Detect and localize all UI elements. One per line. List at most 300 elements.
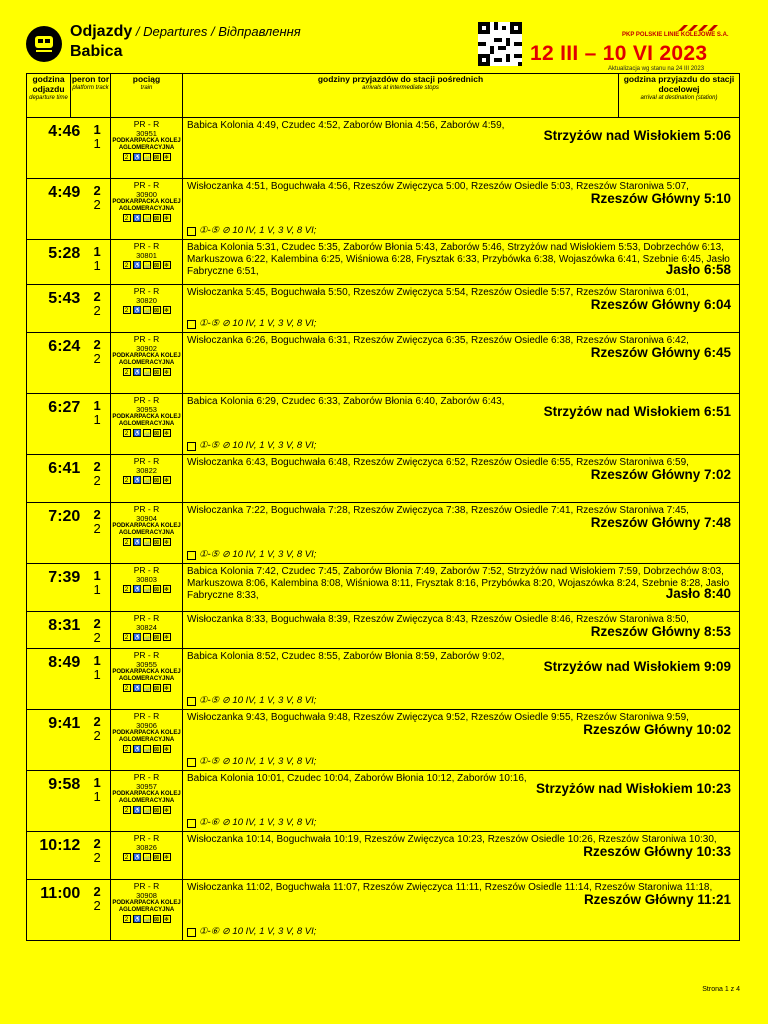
intermediate-stops: Wisłoczanka 6:26, Boguchwała 6:31, Rzeszów Zwięczyca 6:35, Rzeszów Osiedle 6:38, Rzeszów Staroniwa 6:42, bbox=[187, 335, 689, 346]
table-row bbox=[27, 394, 739, 455]
second-class-icon: 2 bbox=[123, 476, 131, 484]
intermediate-stops: Babica Kolonia 5:31, Czudec 5:35, Zaborów Błonia 5:43, Zaborów 5:46, Strzyżów nad Wisłokiem 5:53, Dobrzechów 6:13, Markuszowa 6:22, Kalembina 6:25, Wiśniowa 6:28, Frysztak 6:33, Przybówka 6:38, Wojaszówka 6:41, Szebnie 6:45, Jasło Fabryczne 6:51, bbox=[187, 242, 730, 277]
departure-time: 5:43 bbox=[48, 290, 81, 307]
train-carrier: PODKARPACKA KOLEJ AGLOMERACYJNA bbox=[112, 138, 181, 151]
departure-time: 9:58 bbox=[48, 776, 81, 793]
bicycle-icon: 🚲 bbox=[143, 747, 151, 753]
train-category: PR - R bbox=[133, 395, 160, 405]
second-class-icon: 2 bbox=[123, 429, 131, 437]
track-number: 2 bbox=[93, 197, 101, 212]
timetable-header bbox=[0, 0, 768, 74]
service-icons bbox=[111, 633, 182, 641]
qr-code-icon bbox=[478, 22, 522, 66]
departure-cell bbox=[27, 118, 111, 178]
platform-track bbox=[84, 649, 110, 709]
luggage-icon: ⊠ bbox=[153, 747, 160, 753]
note-text: ①-⑤ ⊘ 10 IV, 1 V, 3 V, 8 VI; bbox=[199, 756, 317, 767]
departure-time: 8:31 bbox=[48, 617, 81, 634]
table-body bbox=[27, 118, 739, 940]
wheelchair-icon: ♿ bbox=[133, 587, 141, 593]
train-number: 30900 bbox=[136, 190, 157, 199]
train-carrier: PODKARPACKA KOLEJ AGLOMERACYJNA bbox=[112, 414, 181, 427]
destination: Rzeszów Główny 11:21 bbox=[583, 892, 731, 907]
second-class-icon: 2 bbox=[123, 585, 131, 593]
table-row bbox=[27, 240, 739, 285]
luggage-icon: ⊠ bbox=[153, 263, 160, 269]
train-category: PR - R bbox=[133, 772, 160, 782]
train-cell bbox=[111, 649, 183, 709]
departure-time: 11:00 bbox=[40, 885, 81, 902]
table-row bbox=[27, 564, 739, 612]
service-note bbox=[187, 695, 316, 707]
air-conditioning-icon: ❄ bbox=[163, 263, 170, 269]
service-icons bbox=[111, 476, 182, 484]
calendar-icon bbox=[187, 227, 196, 236]
track-number: 2 bbox=[93, 303, 101, 318]
note-text: ①-⑤ ⊘ 10 IV, 1 V, 3 V, 8 VI; bbox=[199, 225, 317, 236]
intermediate-stops: Wisłoczanka 4:51, Boguchwała 4:56, Rzeszów Zwięczyca 5:00, Rzeszów Osiedle 5:03, Rzeszów Staroniwa 5:07, bbox=[187, 181, 689, 192]
train-cell bbox=[111, 333, 183, 393]
platform-number: 1 bbox=[93, 775, 101, 790]
track-number: 2 bbox=[93, 351, 101, 366]
wheelchair-icon: ♿ bbox=[133, 808, 141, 814]
wheelchair-icon: ♿ bbox=[133, 263, 141, 269]
stops-cell bbox=[183, 503, 739, 563]
destination: Strzyżów nad Wisłokiem 6:51 bbox=[543, 404, 731, 419]
train-cell bbox=[111, 285, 183, 332]
air-conditioning-icon: ❄ bbox=[163, 540, 170, 546]
departure-time: 6:24 bbox=[48, 338, 81, 355]
platform-track bbox=[84, 179, 110, 239]
destination: Rzeszów Główny 7:48 bbox=[590, 515, 731, 530]
bicycle-icon: 🚲 bbox=[143, 587, 151, 593]
wheelchair-icon: ♿ bbox=[133, 635, 141, 641]
train-category: PR - R bbox=[133, 241, 160, 251]
destination: Jasło 8:40 bbox=[665, 586, 731, 601]
bicycle-icon: 🚲 bbox=[143, 431, 151, 437]
service-icons bbox=[111, 915, 182, 923]
second-class-icon: 2 bbox=[123, 633, 131, 641]
luggage-icon: ⊠ bbox=[153, 478, 160, 484]
platform-track bbox=[84, 564, 110, 611]
train-number: 30951 bbox=[136, 129, 157, 138]
update-note: Aktualizacja wg stanu na 24 III 2023 bbox=[608, 66, 705, 72]
table-row bbox=[27, 333, 739, 394]
departure-time: 4:49 bbox=[48, 184, 81, 201]
track-number: 2 bbox=[93, 473, 101, 488]
service-icons bbox=[111, 153, 182, 161]
bicycle-icon: 🚲 bbox=[143, 635, 151, 641]
service-note bbox=[187, 549, 316, 561]
destination: Jasło 6:58 bbox=[665, 262, 731, 277]
air-conditioning-icon: ❄ bbox=[163, 808, 170, 814]
intermediate-stops: Wisłoczanka 5:45, Boguchwała 5:50, Rzeszów Zwięczyca 5:54, Rzeszów Osiedle 5:57, Rzeszów Staroniwa 6:01, bbox=[187, 287, 689, 298]
service-note bbox=[187, 756, 316, 768]
bicycle-icon: 🚲 bbox=[143, 686, 151, 692]
platform-track bbox=[84, 880, 110, 940]
air-conditioning-icon: ❄ bbox=[163, 155, 170, 161]
train-cell bbox=[111, 394, 183, 454]
destination: Rzeszów Główny 8:53 bbox=[590, 624, 731, 639]
air-conditioning-icon: ❄ bbox=[163, 855, 170, 861]
track-number: 2 bbox=[93, 521, 101, 536]
train-category: PR - R bbox=[133, 613, 160, 623]
second-class-icon: 2 bbox=[123, 153, 131, 161]
service-note bbox=[187, 318, 316, 330]
train-cell bbox=[111, 771, 183, 831]
service-note bbox=[187, 926, 316, 938]
train-category: PR - R bbox=[133, 334, 160, 344]
wheelchair-icon: ♿ bbox=[133, 370, 141, 376]
note-text: ①-⑤ ⊘ 10 IV, 1 V, 3 V, 8 VI; bbox=[199, 440, 317, 451]
departure-time: 7:20 bbox=[48, 508, 81, 525]
departure-cell bbox=[27, 179, 111, 239]
air-conditioning-icon: ❄ bbox=[163, 587, 170, 593]
service-icons bbox=[111, 585, 182, 593]
calendar-icon bbox=[187, 928, 196, 937]
table-row bbox=[27, 771, 739, 832]
destination: Rzeszów Główny 5:10 bbox=[590, 191, 731, 206]
departure-cell bbox=[27, 710, 111, 770]
train-category: PR - R bbox=[133, 565, 160, 575]
destination: Rzeszów Główny 7:02 bbox=[590, 467, 731, 482]
air-conditioning-icon: ❄ bbox=[163, 431, 170, 437]
table-row bbox=[27, 612, 739, 649]
intermediate-stops: Wisłoczanka 9:43, Boguchwała 9:48, Rzeszów Zwięczyca 9:52, Rzeszów Osiedle 9:55, Rzeszów Staroniwa 9:59, bbox=[187, 712, 689, 723]
stops-cell bbox=[183, 564, 739, 611]
service-icons bbox=[111, 306, 182, 314]
departure-cell bbox=[27, 455, 111, 502]
train-category: PR - R bbox=[133, 711, 160, 721]
departure-cell bbox=[27, 771, 111, 831]
table-row bbox=[27, 118, 739, 179]
departures-table bbox=[26, 73, 740, 941]
platform-track bbox=[84, 240, 110, 284]
platform-number: 2 bbox=[93, 183, 101, 198]
train-carrier: PODKARPACKA KOLEJ AGLOMERACYJNA bbox=[112, 791, 181, 804]
stops-cell bbox=[183, 118, 739, 178]
stops-cell bbox=[183, 240, 739, 284]
train-number: 30801 bbox=[136, 251, 157, 260]
track-number: 1 bbox=[93, 582, 101, 597]
train-number: 30803 bbox=[136, 575, 157, 584]
bicycle-icon: 🚲 bbox=[143, 308, 151, 314]
platform-number: 1 bbox=[93, 244, 101, 259]
departure-cell bbox=[27, 285, 111, 332]
track-number: 2 bbox=[93, 850, 101, 865]
second-class-icon: 2 bbox=[123, 214, 131, 222]
train-carrier: PODKARPACKA KOLEJ AGLOMERACYJNA bbox=[112, 199, 181, 212]
track-number: 1 bbox=[93, 667, 101, 682]
platform-number: 2 bbox=[93, 616, 101, 631]
departure-time: 9:41 bbox=[48, 715, 81, 732]
service-icons bbox=[111, 853, 182, 861]
bicycle-icon: 🚲 bbox=[143, 263, 151, 269]
track-number: 1 bbox=[93, 789, 101, 804]
service-icons bbox=[111, 429, 182, 437]
carrier-name: PKP POLSKIE LINIE KOLEJOWE S.A. bbox=[622, 32, 729, 38]
calendar-icon bbox=[187, 551, 196, 560]
platform-number: 1 bbox=[93, 122, 101, 137]
departure-time: 8:49 bbox=[48, 654, 81, 671]
wheelchair-icon: ♿ bbox=[133, 216, 141, 222]
platform-number: 2 bbox=[93, 459, 101, 474]
wheelchair-icon: ♿ bbox=[133, 478, 141, 484]
train-category: PR - R bbox=[133, 504, 160, 514]
platform-track bbox=[84, 394, 110, 454]
platform-track bbox=[84, 710, 110, 770]
second-class-icon: 2 bbox=[123, 306, 131, 314]
destination: Strzyżów nad Wisłokiem 10:23 bbox=[536, 781, 731, 796]
bicycle-icon: 🚲 bbox=[143, 370, 151, 376]
train-category: PR - R bbox=[133, 286, 160, 296]
stops-cell bbox=[183, 333, 739, 393]
departure-time: 4:46 bbox=[48, 123, 81, 140]
second-class-icon: 2 bbox=[123, 915, 131, 923]
table-row bbox=[27, 832, 739, 880]
platform-number: 2 bbox=[93, 337, 101, 352]
wheelchair-icon: ♿ bbox=[133, 431, 141, 437]
service-icons bbox=[111, 261, 182, 269]
train-number: 30906 bbox=[136, 721, 157, 730]
note-text: ①-⑥ ⊘ 10 IV, 1 V, 3 V, 8 VI; bbox=[199, 926, 317, 937]
train-carrier: PODKARPACKA KOLEJ AGLOMERACYJNA bbox=[112, 730, 181, 743]
service-icons bbox=[111, 368, 182, 376]
platform-number: 2 bbox=[93, 714, 101, 729]
col-destination: godzina przyjazdu do stacji docelowej arrival at destination (station) bbox=[623, 74, 735, 101]
luggage-icon: ⊠ bbox=[153, 587, 160, 593]
destination: Strzyżów nad Wisłokiem 5:06 bbox=[543, 128, 731, 143]
train-number: 30908 bbox=[136, 891, 157, 900]
destination: Strzyżów nad Wisłokiem 9:09 bbox=[543, 659, 731, 674]
track-number: 1 bbox=[93, 412, 101, 427]
table-row bbox=[27, 503, 739, 564]
second-class-icon: 2 bbox=[123, 368, 131, 376]
platform-number: 2 bbox=[93, 507, 101, 522]
platform-track bbox=[84, 832, 110, 879]
table-row bbox=[27, 285, 739, 333]
train-number: 30824 bbox=[136, 623, 157, 632]
departure-time: 6:41 bbox=[48, 460, 81, 477]
service-note bbox=[187, 817, 316, 829]
train-cell bbox=[111, 880, 183, 940]
col-train: pociąg train bbox=[111, 74, 183, 117]
stops-cell bbox=[183, 394, 739, 454]
stops-cell bbox=[183, 771, 739, 831]
destination: Rzeszów Główny 6:45 bbox=[590, 345, 731, 360]
luggage-icon: ⊠ bbox=[153, 540, 160, 546]
bicycle-icon: 🚲 bbox=[143, 155, 151, 161]
air-conditioning-icon: ❄ bbox=[163, 216, 170, 222]
platform-track bbox=[84, 118, 110, 178]
second-class-icon: 2 bbox=[123, 806, 131, 814]
departure-cell bbox=[27, 503, 111, 563]
bicycle-icon: 🚲 bbox=[143, 540, 151, 546]
bicycle-icon: 🚲 bbox=[143, 855, 151, 861]
train-cell bbox=[111, 832, 183, 879]
wheelchair-icon: ♿ bbox=[133, 855, 141, 861]
train-number: 30822 bbox=[136, 466, 157, 475]
intermediate-stops: Wisłoczanka 7:22, Boguchwała 7:28, Rzeszów Zwięczyca 7:38, Rzeszów Osiedle 7:41, Rzeszów Staroniwa 7:45, bbox=[187, 505, 689, 516]
train-cell bbox=[111, 503, 183, 563]
platform-track bbox=[84, 771, 110, 831]
table-row bbox=[27, 179, 739, 240]
intermediate-stops: Wisłoczanka 8:33, Boguchwała 8:39, Rzeszów Zwięczyca 8:43, Rzeszów Osiedle 8:46, Rzeszów Staroniwa 8:50, bbox=[187, 614, 689, 625]
note-text: ①-⑤ ⊘ 10 IV, 1 V, 3 V, 8 VI; bbox=[199, 318, 317, 329]
luggage-icon: ⊠ bbox=[153, 216, 160, 222]
luggage-icon: ⊠ bbox=[153, 686, 160, 692]
stops-cell bbox=[183, 649, 739, 709]
second-class-icon: 2 bbox=[123, 745, 131, 753]
train-cell bbox=[111, 179, 183, 239]
departure-time: 5:28 bbox=[48, 245, 81, 262]
wheelchair-icon: ♿ bbox=[133, 917, 141, 923]
destination: Rzeszów Główny 10:02 bbox=[583, 722, 731, 737]
departure-cell bbox=[27, 240, 111, 284]
intermediate-stops: Wisłoczanka 11:02, Boguchwała 11:07, Rzeszów Zwięczyca 11:11, Rzeszów Osiedle 11:14, Rzeszów Staroniwa 11:18, bbox=[187, 882, 713, 893]
air-conditioning-icon: ❄ bbox=[163, 747, 170, 753]
second-class-icon: 2 bbox=[123, 684, 131, 692]
train-number: 30953 bbox=[136, 405, 157, 414]
train-carrier: PODKARPACKA KOLEJ AGLOMERACYJNA bbox=[112, 523, 181, 536]
calendar-icon bbox=[187, 320, 196, 329]
service-note bbox=[187, 440, 316, 452]
table-row bbox=[27, 455, 739, 503]
service-icons bbox=[111, 538, 182, 546]
destination: Rzeszów Główny 10:33 bbox=[583, 844, 731, 859]
track-number: 2 bbox=[93, 728, 101, 743]
train-number: 30820 bbox=[136, 296, 157, 305]
luggage-icon: ⊠ bbox=[153, 308, 160, 314]
calendar-icon bbox=[187, 758, 196, 767]
stops-cell bbox=[183, 880, 739, 940]
wheelchair-icon: ♿ bbox=[133, 540, 141, 546]
wheelchair-icon: ♿ bbox=[133, 155, 141, 161]
bicycle-icon: 🚲 bbox=[143, 808, 151, 814]
train-number: 30904 bbox=[136, 514, 157, 523]
track-number: 2 bbox=[93, 898, 101, 913]
stops-cell bbox=[183, 612, 739, 648]
departure-time: 7:39 bbox=[48, 569, 81, 586]
departure-cell bbox=[27, 880, 111, 940]
stops-cell bbox=[183, 285, 739, 332]
stops-cell bbox=[183, 179, 739, 239]
bicycle-icon: 🚲 bbox=[143, 478, 151, 484]
train-category: PR - R bbox=[133, 180, 160, 190]
table-row bbox=[27, 649, 739, 710]
train-cell bbox=[111, 240, 183, 284]
destination: Rzeszów Główny 6:04 bbox=[590, 297, 731, 312]
bicycle-icon: 🚲 bbox=[143, 917, 151, 923]
air-conditioning-icon: ❄ bbox=[163, 917, 170, 923]
stops-cell bbox=[183, 455, 739, 502]
platform-number: 2 bbox=[93, 836, 101, 851]
departure-cell bbox=[27, 333, 111, 393]
train-carrier: PODKARPACKA KOLEJ AGLOMERACYJNA bbox=[112, 900, 181, 913]
table-row bbox=[27, 880, 739, 940]
air-conditioning-icon: ❄ bbox=[163, 686, 170, 692]
track-number: 1 bbox=[93, 136, 101, 151]
departure-cell bbox=[27, 564, 111, 611]
train-category: PR - R bbox=[133, 833, 160, 843]
departure-time: 6:27 bbox=[48, 399, 81, 416]
calendar-icon bbox=[187, 697, 196, 706]
second-class-icon: 2 bbox=[123, 853, 131, 861]
page-number: Strona 1 z 4 bbox=[702, 986, 740, 993]
air-conditioning-icon: ❄ bbox=[163, 478, 170, 484]
wheelchair-icon: ♿ bbox=[133, 686, 141, 692]
train-category: PR - R bbox=[133, 456, 160, 466]
col-stops: godziny przyjazdów do stacji pośrednich arrivals at intermediate stops bbox=[183, 74, 619, 117]
note-text: ①-⑤ ⊘ 10 IV, 1 V, 3 V, 8 VI; bbox=[199, 695, 317, 706]
air-conditioning-icon: ❄ bbox=[163, 370, 170, 376]
col-departure-time: godzina odjazdu departure time bbox=[27, 74, 71, 117]
platform-track bbox=[84, 333, 110, 393]
service-icons bbox=[111, 684, 182, 692]
train-icon bbox=[26, 26, 62, 62]
page-title: Odjazdy / Departures / Відправлення bbox=[70, 23, 301, 40]
train-cell bbox=[111, 455, 183, 502]
service-icons bbox=[111, 745, 182, 753]
service-note bbox=[187, 225, 316, 237]
second-class-icon: 2 bbox=[123, 261, 131, 269]
luggage-icon: ⊠ bbox=[153, 917, 160, 923]
note-text: ①-⑥ ⊘ 10 IV, 1 V, 3 V, 8 VI; bbox=[199, 817, 317, 828]
track-number: 1 bbox=[93, 258, 101, 273]
train-number: 30957 bbox=[136, 782, 157, 791]
wheelchair-icon: ♿ bbox=[133, 747, 141, 753]
train-cell bbox=[111, 118, 183, 178]
bicycle-icon: 🚲 bbox=[143, 216, 151, 222]
platform-number: 2 bbox=[93, 884, 101, 899]
departure-cell bbox=[27, 649, 111, 709]
table-row bbox=[27, 710, 739, 771]
train-number: 30955 bbox=[136, 660, 157, 669]
table-header bbox=[27, 74, 739, 118]
intermediate-stops: Babica Kolonia 8:52, Czudec 8:55, Zaborów Błonia 8:59, Zaborów 9:02, bbox=[187, 651, 505, 662]
second-class-icon: 2 bbox=[123, 538, 131, 546]
train-carrier: PODKARPACKA KOLEJ AGLOMERACYJNA bbox=[112, 669, 181, 682]
track-number: 2 bbox=[93, 630, 101, 645]
platform-number: 1 bbox=[93, 653, 101, 668]
train-cell bbox=[111, 564, 183, 611]
intermediate-stops: Babica Kolonia 6:29, Czudec 6:33, Zaborów Błonia 6:40, Zaborów 6:43, bbox=[187, 396, 505, 407]
luggage-icon: ⊠ bbox=[153, 155, 160, 161]
platform-number: 2 bbox=[93, 289, 101, 304]
platform-track bbox=[84, 503, 110, 563]
train-category: PR - R bbox=[133, 650, 160, 660]
calendar-icon bbox=[187, 819, 196, 828]
stops-cell bbox=[183, 710, 739, 770]
luggage-icon: ⊠ bbox=[153, 855, 160, 861]
luggage-icon: ⊠ bbox=[153, 370, 160, 376]
train-number: 30902 bbox=[136, 344, 157, 353]
service-icons bbox=[111, 806, 182, 814]
service-icons bbox=[111, 214, 182, 222]
stops-cell bbox=[183, 832, 739, 879]
train-cell bbox=[111, 612, 183, 648]
intermediate-stops: Wisłoczanka 10:14, Boguchwała 10:19, Rzeszów Zwięczyca 10:23, Rzeszów Osiedle 10:26, Rzeszów Staroniwa 10:30, bbox=[187, 834, 717, 845]
departure-cell bbox=[27, 612, 111, 648]
train-number: 30826 bbox=[136, 843, 157, 852]
validity-dates: 12 III – 10 VI 2023 bbox=[530, 42, 708, 65]
wheelchair-icon: ♿ bbox=[133, 308, 141, 314]
platform-track bbox=[84, 455, 110, 502]
intermediate-stops: Babica Kolonia 4:49, Czudec 4:52, Zaborów Błonia 4:56, Zaborów 4:59, bbox=[187, 120, 505, 131]
intermediate-stops: Babica Kolonia 10:01, Czudec 10:04, Zaborów Błonia 10:12, Zaborów 10:16, bbox=[187, 773, 527, 784]
col-platform: peron tor platform track bbox=[71, 74, 111, 117]
departure-time: 10:12 bbox=[39, 837, 81, 854]
